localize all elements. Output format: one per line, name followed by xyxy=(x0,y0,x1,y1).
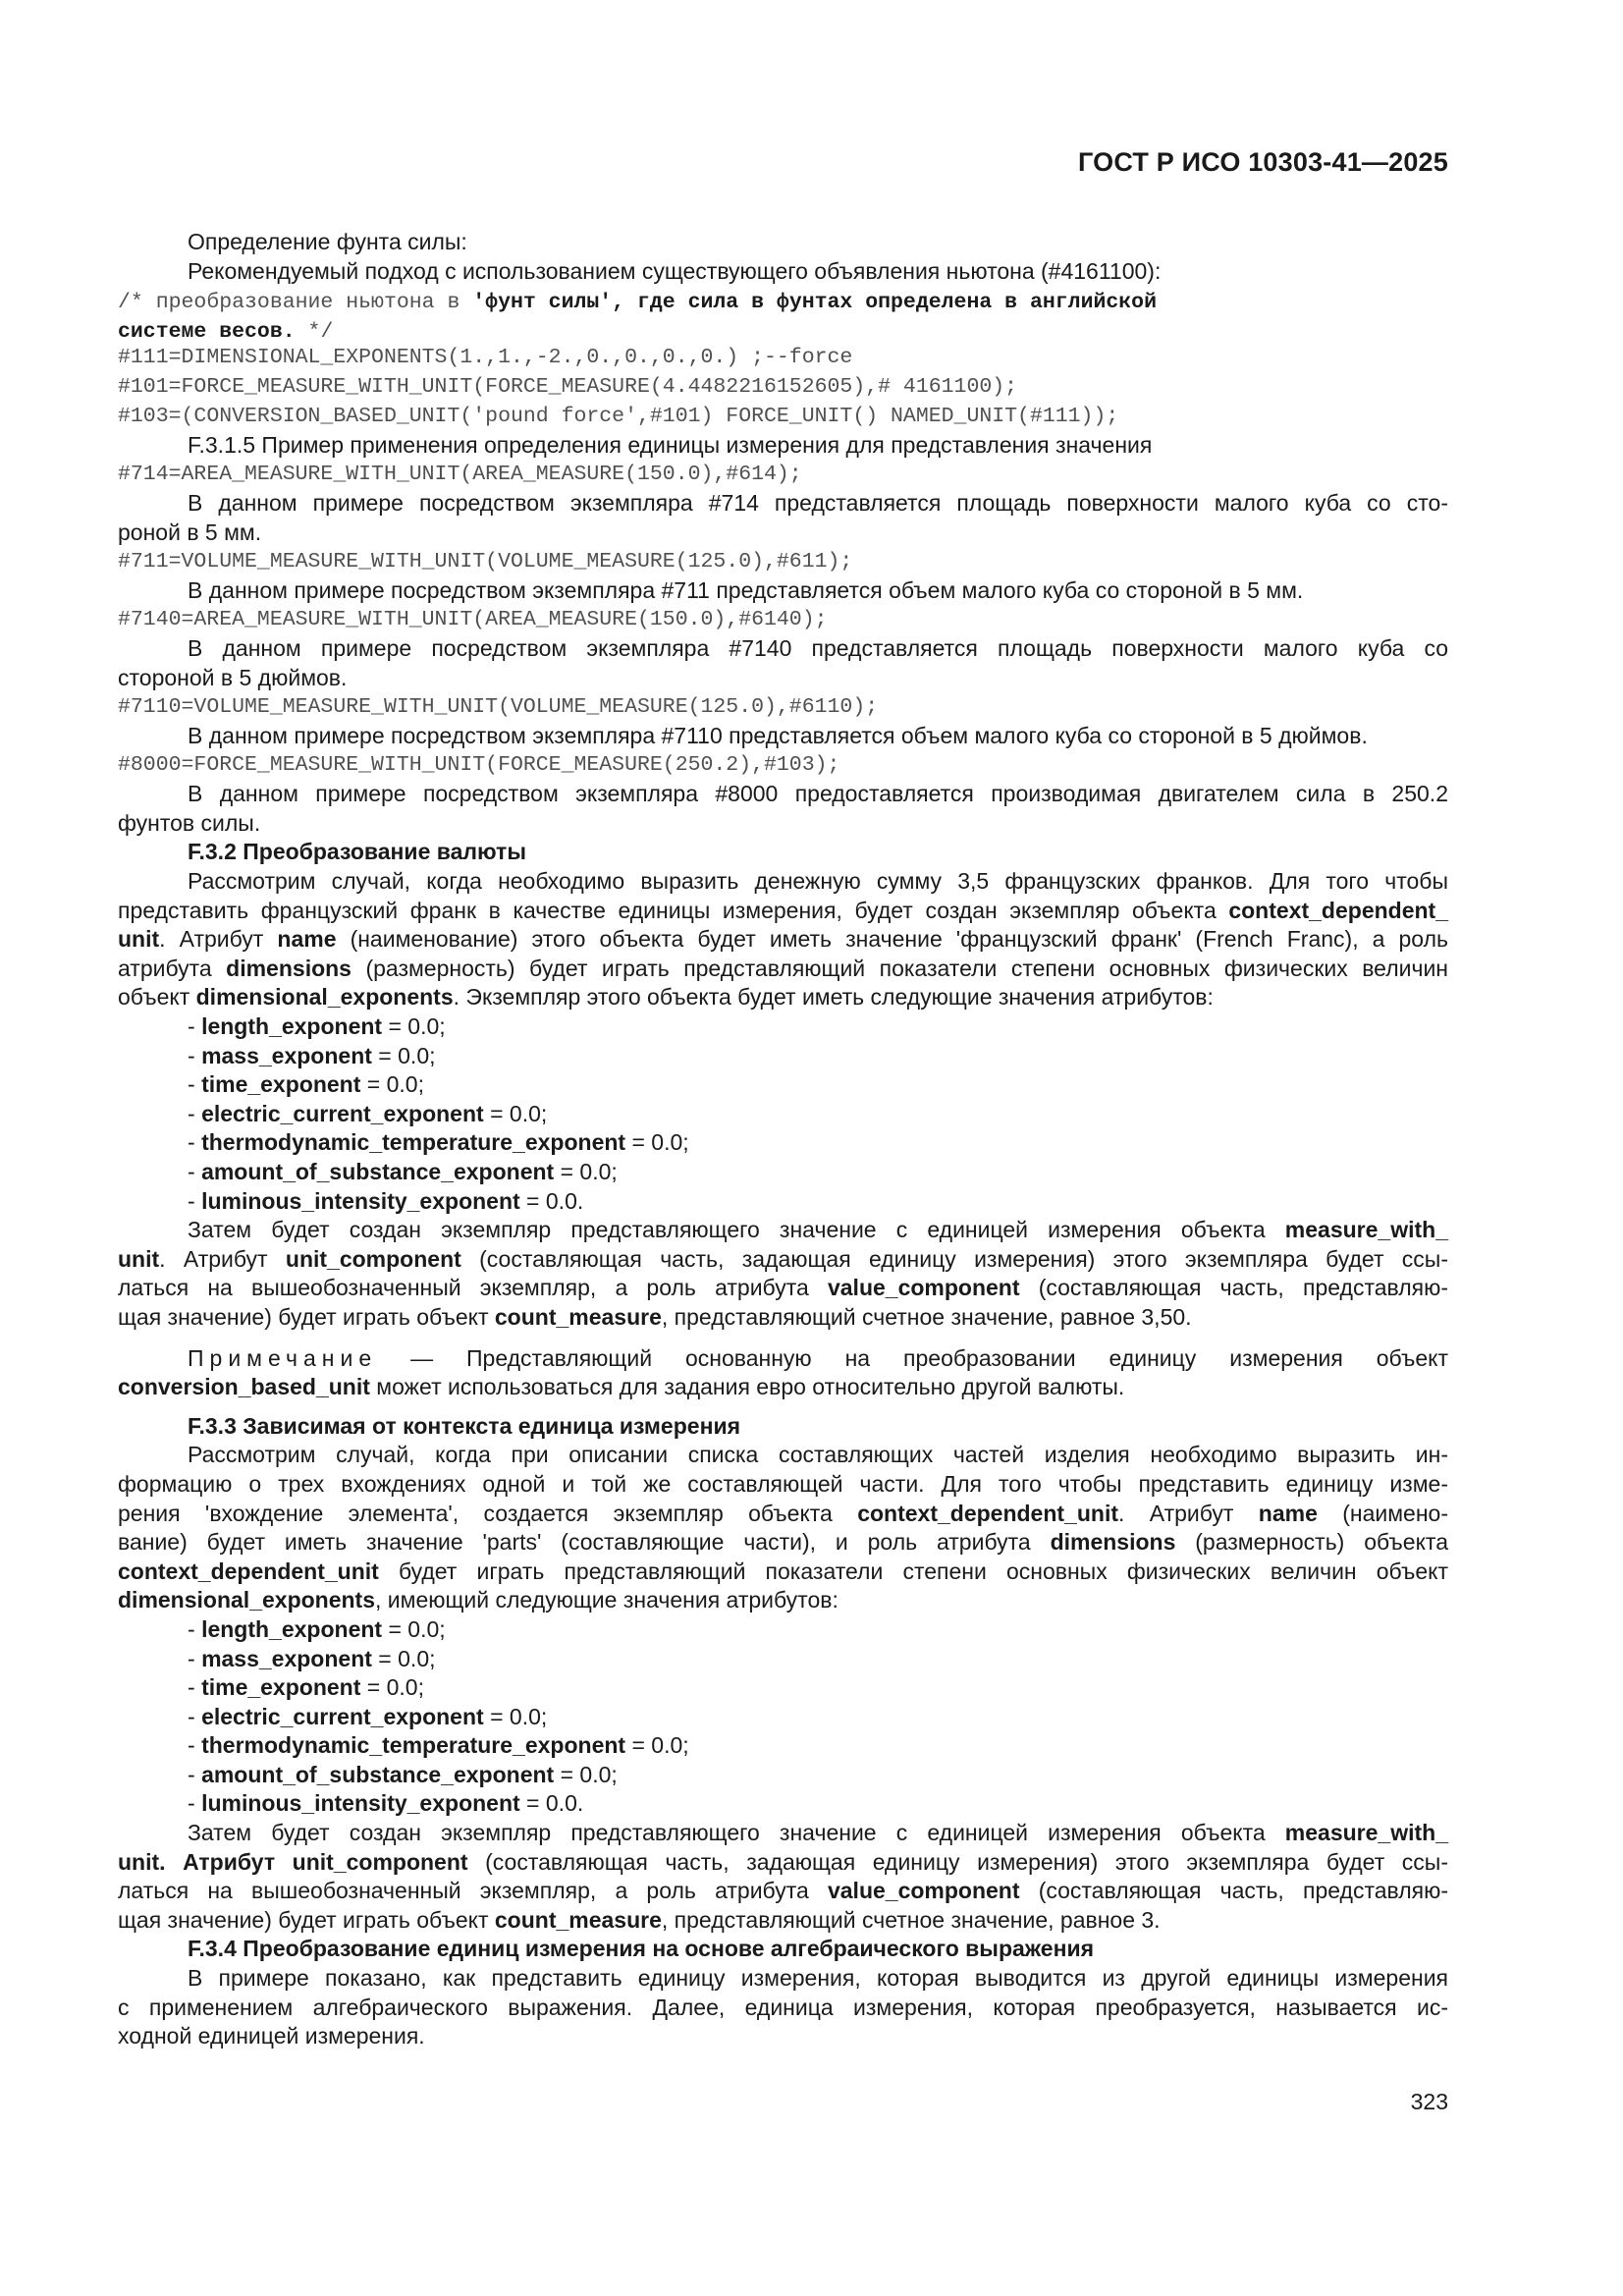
paragraph xyxy=(118,1274,1448,1303)
list-item xyxy=(118,1645,1448,1674)
attribute-name: thermodynamic_temperature_exponent xyxy=(201,1732,626,1759)
attribute-name: dimensions xyxy=(226,955,352,981)
exponent-list xyxy=(118,1615,1448,1819)
code-line xyxy=(118,286,1448,315)
text: объект xyxy=(118,984,196,1011)
attribute-value: = 0.0; xyxy=(360,1674,424,1701)
list-item xyxy=(118,1187,1448,1217)
attribute-value: = 0.0; xyxy=(554,1159,618,1184)
attribute-name: luminous_intensity_exponent xyxy=(201,1790,520,1817)
attribute-name: time_exponent xyxy=(201,1071,361,1098)
paragraph: фунтов силы. xyxy=(118,809,261,836)
attribute-name: dimensions xyxy=(1050,1529,1176,1556)
code-comment: /* преобразование ньютона в xyxy=(118,291,473,315)
code-line: #8000=FORCE_MEASURE_WITH_UNIT(FORCE_MEASURE(250.2),#103); xyxy=(118,752,840,777)
text: (составляющая часть, задающая единицу измерения) этого экземпляра будет ссы- xyxy=(460,1245,1448,1272)
entity-name: context_dependent_ xyxy=(1228,897,1448,923)
paragraph: В данном примере посредством экземпляра #711 представляется объем малого куба со стороной в 5 мм. xyxy=(188,577,1304,604)
attribute-value: = 0.0; xyxy=(371,1042,436,1068)
note xyxy=(118,1344,1448,1374)
paragraph xyxy=(118,1586,1448,1615)
list-dash: - xyxy=(188,1042,202,1068)
entity-name: unit xyxy=(118,1848,160,1875)
list-dash: - xyxy=(188,1761,202,1787)
attribute-name: name xyxy=(1258,1500,1318,1526)
code-line xyxy=(118,315,1448,345)
list-dash: - xyxy=(188,1790,202,1817)
text: , представляющий счетное значение, равное 3,50. xyxy=(661,1303,1192,1330)
entity-name: count_measure xyxy=(494,1303,662,1330)
list-item xyxy=(118,1731,1448,1761)
text: . Атрибут xyxy=(1118,1500,1259,1526)
list-dash: - xyxy=(188,1159,202,1184)
entity-name: count_measure xyxy=(494,1906,662,1933)
text: (размерность) будет играть представляющий показатели степени основных физических величин xyxy=(351,955,1448,981)
list-dash: - xyxy=(188,1703,202,1729)
text: щая значение) будет играть объект xyxy=(118,1303,495,1330)
paragraph: стороной в 5 дюймов. xyxy=(118,664,348,690)
spacer xyxy=(118,1333,1448,1344)
text: щая значение) будет играть объект xyxy=(118,1906,495,1933)
text: рения 'вхождение элемента', создается экземпляр объекта xyxy=(118,1500,858,1526)
paragraph xyxy=(118,983,1448,1012)
list-item xyxy=(118,1789,1448,1819)
paragraph: В данном примере посредством экземпляра #7110 представляется объем малого куба со стороной в 5 дюймов. xyxy=(188,723,1368,749)
code-comment-bold: системе весов. xyxy=(118,319,296,344)
paragraph xyxy=(118,1303,1448,1333)
list-item xyxy=(118,1012,1448,1042)
attribute-name: time_exponent xyxy=(201,1674,361,1701)
section-title xyxy=(118,1412,1448,1442)
entity-name: unit xyxy=(118,926,160,953)
attribute-name: mass_exponent xyxy=(201,1042,372,1068)
paragraph xyxy=(118,1528,1448,1558)
section-title-text: F.3.4 Преобразование единиц измерения на основе алгебраического выражения xyxy=(188,1936,1095,1962)
paragraph: с применением алгебраического выражения. Далее, единица измерения, которая преобразуется, называется ис- xyxy=(118,1994,1448,2020)
list-item xyxy=(118,1158,1448,1187)
attribute-value: = 0.0; xyxy=(554,1761,618,1787)
paragraph: ходной единицей измерения. xyxy=(118,2023,425,2050)
note xyxy=(118,1373,1448,1402)
list-dash: - xyxy=(188,1100,202,1126)
document-header: ГОСТ Р ИСО 10303-41—2025 xyxy=(1078,147,1448,177)
text: представить французский франк в качестве единицы измерения, будет создан экземпляр объекта xyxy=(118,897,1229,923)
text: атрибута xyxy=(118,955,227,981)
attribute-value: = 0.0; xyxy=(625,1732,689,1759)
code-line: #711=VOLUME_MEASURE_WITH_UNIT(VOLUME_MEASURE(125.0),#611); xyxy=(118,549,853,574)
list-item xyxy=(118,1100,1448,1129)
code-comment-end: */ xyxy=(295,319,334,344)
text: Затем будет создан экземпляр представляющего значение с единицей измерения объекта xyxy=(188,1820,1285,1846)
text: . Атрибут xyxy=(159,1245,286,1272)
section-title xyxy=(118,838,1448,867)
attribute-name: luminous_intensity_exponent xyxy=(201,1187,520,1214)
paragraph: Рассмотрим случай, когда необходимо выразить денежную сумму 3,5 французских франков. Для того чтобы xyxy=(188,868,1448,895)
paragraph xyxy=(118,1500,1448,1529)
text: латься на вышеобозначенный экземпляр, а роль атрибута xyxy=(118,1878,828,1904)
subsection-title: F.3.1.5 Пример применения определения единицы измерения для представления значения xyxy=(188,432,1153,459)
code-line: #111=DIMENSIONAL_EXPONENTS(1.,1.,-2.,0.,0.,0.,0.) ;--force xyxy=(118,346,853,370)
list-dash: - xyxy=(188,1013,202,1040)
entity-name: context_dependent_unit xyxy=(118,1558,379,1584)
paragraph: В примере показано, как представить единицу измерения, которая выводится из другой единицы измерения xyxy=(188,1965,1448,1992)
text: (составляющая часть, представляю- xyxy=(1019,1878,1449,1904)
code-comment-bold: 'фунт силы', где сила в фунтах определена в английской xyxy=(472,291,1157,315)
attribute-name: electric_current_exponent xyxy=(201,1703,484,1729)
list-item xyxy=(118,1703,1448,1732)
list-dash: - xyxy=(188,1674,202,1701)
text: будет играть представляющий показатели степени основных физических величин объект xyxy=(378,1558,1448,1584)
code-line: #103=(CONVERSION_BASED_UNIT('pound force',#101) FORCE_UNIT() NAMED_UNIT(#111)); xyxy=(118,404,1119,428)
code-line: #714=AREA_MEASURE_WITH_UNIT(AREA_MEASURE(150.0),#614); xyxy=(118,462,802,486)
text: (составляющая часть, представляю- xyxy=(1019,1275,1449,1301)
entity-name: measure_with_ xyxy=(1284,1217,1448,1243)
list-item xyxy=(118,1761,1448,1790)
attribute-name: mass_exponent xyxy=(201,1645,372,1671)
list-dash: - xyxy=(188,1645,202,1671)
note-label: Примечание xyxy=(188,1344,378,1371)
paragraph: В данном примере посредством экземпляра #714 представляется площадь поверхности малого куба со сто- xyxy=(188,490,1448,517)
list-dash: - xyxy=(188,1615,202,1642)
list-dash: - xyxy=(188,1732,202,1759)
text: , имеющий следующие значения атрибутов: xyxy=(375,1587,839,1613)
attribute-name: name xyxy=(277,926,337,953)
paragraph xyxy=(118,1877,1448,1906)
entity-name: unit xyxy=(118,1245,160,1272)
section-title-text: F.3.3 Зависимая от контекста единица измерения xyxy=(188,1412,741,1439)
text: латься на вышеобозначенный экземпляр, а роль атрибута xyxy=(118,1275,828,1301)
text: , представляющий счетное значение, равное 3. xyxy=(661,1906,1161,1933)
attribute-value: = 0.0; xyxy=(382,1615,446,1642)
list-dash: - xyxy=(188,1129,202,1156)
entity-name: conversion_based_unit xyxy=(118,1374,370,1400)
note-text: может использоваться для задания евро относительно другой валюты. xyxy=(369,1374,1125,1400)
paragraph xyxy=(118,1848,1448,1878)
entity-name: context_dependent_unit xyxy=(857,1500,1118,1526)
section-title-text: F.3.2 Преобразование валюты xyxy=(188,839,526,865)
list-dash: - xyxy=(188,1187,202,1214)
attribute-value: = 0.0; xyxy=(483,1100,548,1126)
spacer xyxy=(118,1402,1448,1412)
attribute-value: = 0.0; xyxy=(625,1129,689,1156)
paragraph: Рассмотрим случай, когда при описании списка составляющих частей изделия необходимо выразить ин- xyxy=(188,1442,1448,1468)
list-item xyxy=(118,1673,1448,1703)
attribute-name: length_exponent xyxy=(201,1615,383,1642)
attribute-name: electric_current_exponent xyxy=(201,1100,484,1126)
attribute-name: thermodynamic_temperature_exponent xyxy=(201,1129,626,1156)
attribute-value: = 0.0; xyxy=(483,1703,548,1729)
paragraph: В данном примере посредством экземпляра #7140 представляется площадь поверхности малого куба со xyxy=(188,635,1448,662)
text: . Экземпляр этого объекта будет иметь следующие значения атрибутов: xyxy=(453,984,1214,1011)
attribute-name: length_exponent xyxy=(201,1013,383,1040)
code-line: #101=FORCE_MEASURE_WITH_UNIT(FORCE_MEASURE(4.4482216152605),# 4161100); xyxy=(118,374,1018,399)
text: (наимено- xyxy=(1317,1500,1448,1526)
attribute-value: = 0.0; xyxy=(371,1645,436,1671)
attribute-value: = 0.0. xyxy=(519,1790,584,1817)
list-item xyxy=(118,1615,1448,1645)
list-item xyxy=(118,1042,1448,1071)
list-item xyxy=(118,1128,1448,1158)
paragraph xyxy=(118,1906,1448,1936)
document-body xyxy=(118,228,1448,2051)
attribute-name: unit_component xyxy=(285,1245,461,1272)
text: (составляющая часть, задающая единицу измерения) этого экземпляра будет ссы- xyxy=(467,1848,1448,1875)
paragraph xyxy=(118,955,1448,984)
paragraph xyxy=(118,925,1448,955)
section-title xyxy=(118,1935,1448,1964)
paragraph xyxy=(118,897,1448,926)
note-text: — Представляющий основанную на преобразовании единицу измерения объект xyxy=(377,1344,1448,1371)
attribute-value: = 0.0; xyxy=(382,1013,446,1040)
text: (размерность) объекта xyxy=(1175,1529,1448,1556)
paragraph xyxy=(118,1245,1448,1275)
code-line: #7110=VOLUME_MEASURE_WITH_UNIT(VOLUME_MEASURE(125.0),#6110); xyxy=(118,694,879,719)
attribute-name: value_component xyxy=(827,1878,1020,1904)
text: вание) будет иметь значение 'parts' (составляющие части), и роль атрибута xyxy=(118,1529,1051,1556)
list-item xyxy=(118,1070,1448,1100)
attribute-name: . Атрибут unit_component xyxy=(159,1848,468,1875)
code-line: #7140=AREA_MEASURE_WITH_UNIT(AREA_MEASURE(150.0),#6140); xyxy=(118,607,828,631)
paragraph xyxy=(118,1558,1448,1587)
paragraph: Рекомендуемый подход с использованием существующего объявления ньютона (#4161100): xyxy=(188,257,1162,284)
attribute-name: value_component xyxy=(827,1275,1020,1301)
list-dash: - xyxy=(188,1071,202,1098)
paragraph: В данном примере посредством экземпляра #8000 предоставляется производимая двигателем сила в 250.2 xyxy=(188,781,1448,807)
attribute-name: amount_of_substance_exponent xyxy=(201,1159,555,1184)
page-number: 323 xyxy=(1410,2089,1448,2114)
paragraph: Определение фунта силы: xyxy=(188,229,467,254)
paragraph xyxy=(118,1216,1448,1245)
attribute-value: = 0.0; xyxy=(360,1071,424,1098)
entity-name: dimensional_exponents xyxy=(195,984,454,1011)
text: Затем будет создан экземпляр представляющего значение с единицей измерения объекта xyxy=(188,1217,1285,1243)
paragraph: роной в 5 мм. xyxy=(118,519,262,545)
text: (наименование) этого объекта будет иметь значение 'французский франк' (French Franc), а роль xyxy=(336,926,1448,953)
entity-name: measure_with_ xyxy=(1284,1820,1448,1846)
attribute-value: = 0.0. xyxy=(519,1187,584,1214)
paragraph: формацию о трех вхождениях одной и той же составляющей части. Для того чтобы представить единицу изме- xyxy=(118,1470,1448,1497)
text: . Атрибут xyxy=(159,926,278,953)
paragraph xyxy=(118,1819,1448,1848)
entity-name: dimensional_exponents xyxy=(118,1587,376,1613)
attribute-name: amount_of_substance_exponent xyxy=(201,1761,555,1787)
exponent-list xyxy=(118,1012,1448,1216)
